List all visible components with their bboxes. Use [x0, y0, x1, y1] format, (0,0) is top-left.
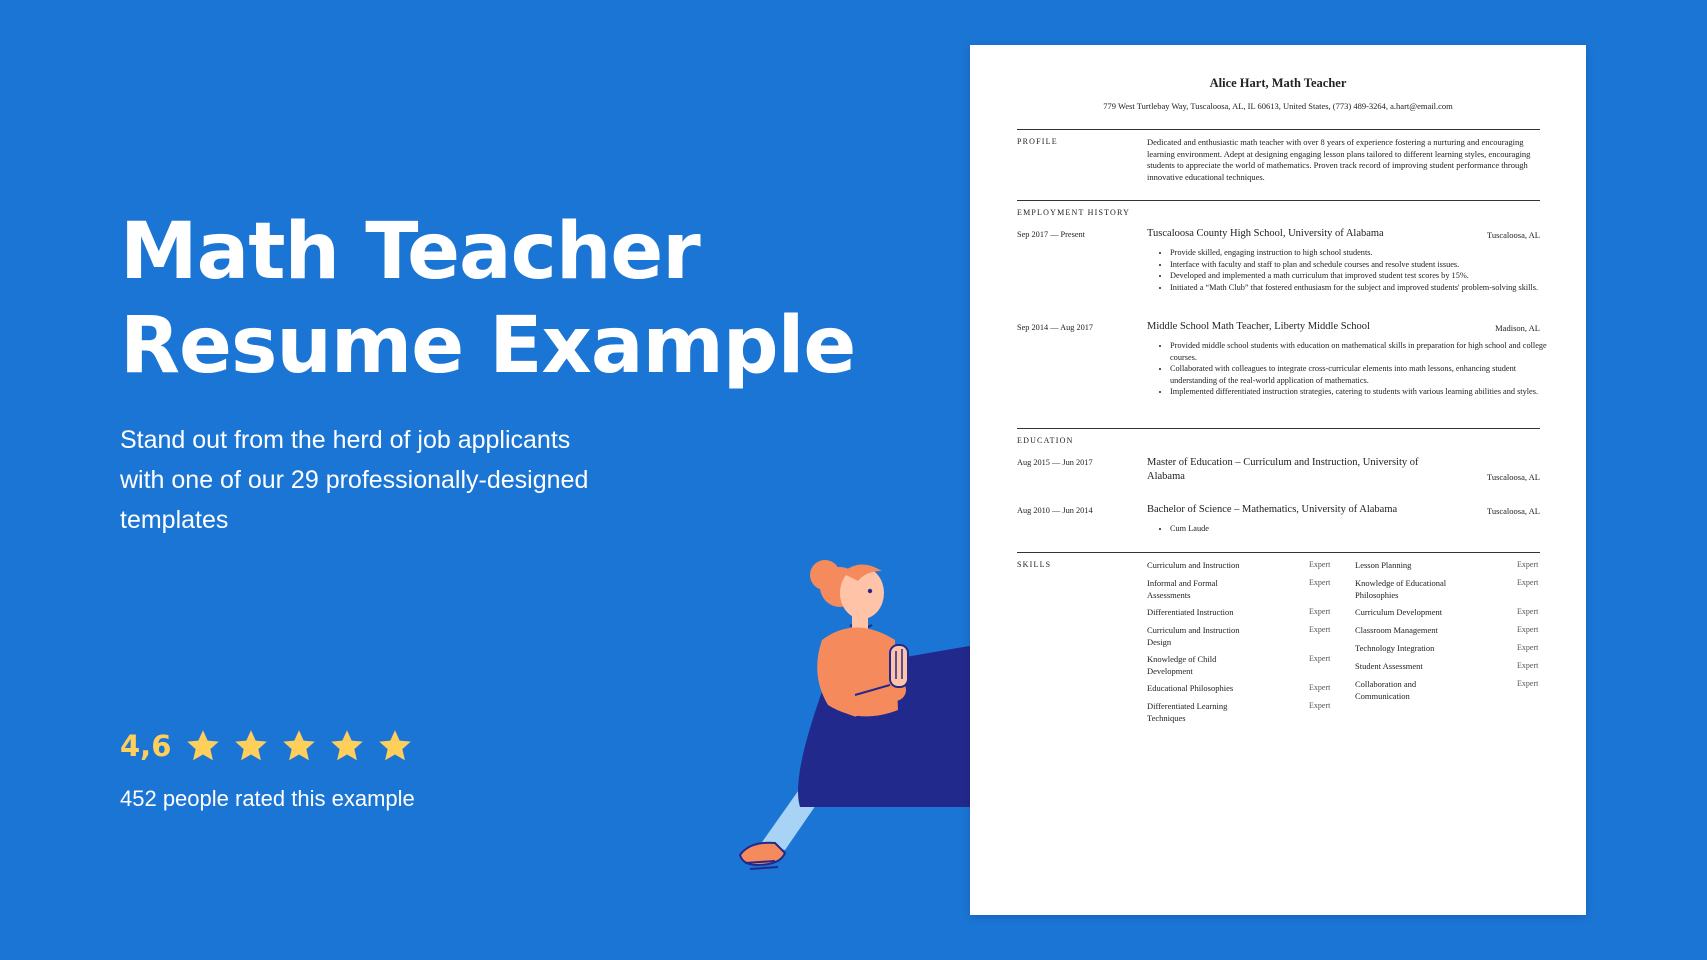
- skill-level: Expert: [1517, 607, 1539, 616]
- skill-name: Knowledge of Educational Philosophies: [1355, 578, 1447, 600]
- skill-name: Informal and Formal Assessments: [1147, 578, 1218, 600]
- bullet-item: • Developed and implemented a math curriculum that improved student test scores by 15%.: [1170, 270, 1554, 282]
- star-icon: [377, 728, 413, 764]
- bullet-item: • Collaborated with colleagues to integrate cross-curricular elements into math lessons, enhancing student understanding of the real-world application of mathematics.: [1170, 363, 1554, 386]
- skill-level: Expert: [1309, 607, 1331, 616]
- skill-level: Expert: [1309, 701, 1331, 710]
- profile-text: Dedicated and enthusiastic math teacher with over 8 years of experience fostering a nurturing and encouraging learning environment. Adept at designing engaging lesson plans tailored to different learning styles, encouraging students to appreciate the world of mathematics. Proven track record of improving student performance through innovative educational techniques.: [1147, 137, 1531, 182]
- bullet-item: • Interface with faculty and staff to plan and schedule courses and resolve student issues.: [1170, 259, 1554, 271]
- job-location: Madison, AL: [1495, 323, 1540, 333]
- divider: [1017, 200, 1540, 201]
- star-icon: [233, 728, 269, 764]
- bullet-item: • Provided middle school students with education on mathematical skills in preparation for high school and college courses.: [1170, 340, 1554, 363]
- job-bullets: [1156, 247, 1554, 293]
- rating-value: 4,6: [120, 729, 172, 763]
- resume-preview: [970, 45, 1586, 915]
- bullet-item: • Provide skilled, engaging instruction to high school students.: [1170, 247, 1554, 259]
- skill-name: Classroom Management: [1355, 625, 1438, 635]
- skill-name: Differentiated Instruction: [1147, 607, 1234, 617]
- education-dates: Aug 2010 — Jun 2014: [1017, 506, 1093, 515]
- education-degree: Bachelor of Science – Mathematics, University of Alabama: [1147, 504, 1398, 515]
- skill-level: Expert: [1309, 654, 1331, 663]
- rating: [120, 728, 425, 764]
- divider: [1017, 428, 1540, 429]
- skill-level: Expert: [1517, 578, 1539, 587]
- page-title: [120, 205, 855, 393]
- skill-name: Collaboration and Communication: [1355, 679, 1417, 701]
- skill-name: Differentiated Learning Techniques: [1147, 701, 1228, 723]
- education-degree: Master of Education – Curriculum and Instruction, University of Alabama: [1147, 457, 1419, 482]
- skill-level: Expert: [1309, 683, 1331, 692]
- education-location: Tuscaloosa, AL: [1486, 472, 1540, 482]
- title-line-2: Resume Example: [120, 301, 856, 391]
- skill-level: Expert: [1517, 625, 1539, 634]
- job-title: Tuscaloosa County High School, University of Alabama: [1147, 228, 1384, 239]
- subtitle: Stand out from the herd of job applicants with one of our 29 professionally-designed templates: [120, 426, 589, 534]
- skill-level: Expert: [1517, 661, 1539, 670]
- star-icon: [185, 728, 221, 764]
- skill-level: Expert: [1517, 679, 1539, 688]
- rating-caption: 452 people rated this example: [120, 786, 415, 811]
- skill-name: Curriculum and Instruction Design: [1147, 625, 1240, 647]
- skill-level: Expert: [1309, 560, 1331, 569]
- job-title: Middle School Math Teacher, Liberty Middle School: [1147, 321, 1370, 332]
- skill-level: Expert: [1517, 643, 1539, 652]
- resume-name: Alice Hart, Math Teacher: [1209, 76, 1347, 90]
- woman-illustration: [730, 545, 990, 875]
- skill-name: Lesson Planning: [1355, 560, 1412, 570]
- skill-name: Curriculum Development: [1355, 607, 1443, 617]
- skill-name: Educational Philosophies: [1147, 683, 1234, 693]
- bullet-item: • Initiated a “Math Club” that fostered enthusiasm for the subject and improved students' problem-solving skills.: [1170, 282, 1554, 294]
- section-label-profile: PROFILE: [1017, 137, 1058, 146]
- education-location: Tuscaloosa, AL: [1486, 506, 1540, 516]
- skill-name: Technology Integration: [1355, 643, 1435, 653]
- divider: [1017, 552, 1540, 553]
- skill-level: Expert: [1309, 578, 1331, 587]
- skill-name: Curriculum and Instruction: [1147, 560, 1240, 570]
- job-bullets: [1156, 340, 1554, 398]
- resume-contact: 779 West Turtlebay Way, Tuscaloosa, AL, IL 60613, United States, (773) 489-3264, a.hart@email.com: [1103, 101, 1453, 111]
- skill-level: Expert: [1517, 560, 1539, 569]
- job-dates: Sep 2014 — Aug 2017: [1017, 323, 1094, 332]
- section-label-education: EDUCATION: [1017, 436, 1074, 445]
- job-dates: Sep 2017 — Present: [1017, 230, 1085, 239]
- section-label-skills: SKILLS: [1017, 560, 1052, 569]
- bullet-item: • Implemented differentiated instruction strategies, catering to students with various learning abilities and styles.: [1170, 386, 1554, 398]
- skill-level: Expert: [1309, 625, 1331, 634]
- skill-name: Knowledge of Child Development: [1147, 654, 1217, 676]
- divider: [1017, 129, 1540, 130]
- section-label-employment: EMPLOYMENT HISTORY: [1017, 208, 1131, 217]
- star-icon: [329, 728, 365, 764]
- skill-name: Student Assessment: [1355, 661, 1423, 671]
- bullet-item: • Cum Laude: [1170, 523, 1554, 535]
- star-icon: [281, 728, 317, 764]
- title-line-1: Math Teacher: [120, 207, 700, 297]
- job-location: Tuscaloosa, AL: [1486, 230, 1540, 240]
- education-dates: Aug 2015 — Jun 2017: [1017, 458, 1093, 467]
- education-bullets: [1156, 523, 1554, 535]
